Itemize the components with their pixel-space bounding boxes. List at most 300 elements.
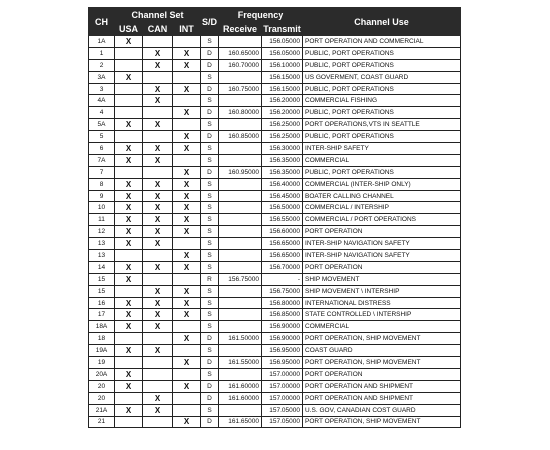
sd-cell: S: [201, 214, 219, 226]
usa-cell: [115, 166, 143, 178]
transmit-cell: 156.95000: [262, 357, 303, 369]
table-row: [89, 214, 461, 226]
sd-cell: D: [201, 59, 219, 71]
usa-cell: [115, 416, 143, 428]
table-row: [89, 380, 461, 392]
channel-cell: 5A: [89, 119, 115, 131]
channel-cell: 8: [89, 178, 115, 190]
transmit-cell: 156.70000: [262, 261, 303, 273]
table-row: [89, 345, 461, 357]
channel-use-cell: PORT OPERATION, SHIP MOVEMENT: [303, 357, 461, 369]
usa-cell: X: [115, 71, 143, 83]
can-cell: [143, 166, 173, 178]
transmit-cell: 156.65000: [262, 238, 303, 250]
sd-cell: D: [201, 392, 219, 404]
table-row: [89, 261, 461, 273]
can-cell: [143, 380, 173, 392]
table-row: [89, 166, 461, 178]
int-cell: X: [173, 357, 201, 369]
int-cell: [173, 404, 201, 416]
table-row: [89, 321, 461, 333]
channel-cell: 14: [89, 261, 115, 273]
can-cell: X: [143, 345, 173, 357]
table-row: [89, 190, 461, 202]
channel-use-cell: PORT OPERATIONS,VTS IN SEATTLE: [303, 119, 461, 131]
channel-use-cell: INTER-SHIP NAVIGATION SAFETY: [303, 238, 461, 250]
receive-cell: 161.50000: [219, 333, 262, 345]
int-cell: X: [173, 107, 201, 119]
can-cell: X: [143, 226, 173, 238]
sd-cell: S: [201, 190, 219, 202]
can-cell: X: [143, 178, 173, 190]
receive-cell: [219, 95, 262, 107]
can-cell: X: [143, 59, 173, 71]
sd-cell: D: [201, 333, 219, 345]
table-row: [89, 178, 461, 190]
receive-cell: 160.80000: [219, 107, 262, 119]
can-cell: X: [143, 119, 173, 131]
usa-cell: [115, 107, 143, 119]
sd-cell: D: [201, 380, 219, 392]
table-row: [89, 59, 461, 71]
channel-cell: 15: [89, 285, 115, 297]
table-row: [89, 226, 461, 238]
channel-table: [88, 7, 461, 428]
channel-cell: 20A: [89, 368, 115, 380]
channel-table-container: [88, 7, 460, 428]
int-cell: [173, 71, 201, 83]
channel-use-cell: PORT OPERATION: [303, 368, 461, 380]
usa-cell: X: [115, 238, 143, 250]
can-cell: [143, 71, 173, 83]
channel-cell: 2: [89, 59, 115, 71]
receive-cell: [219, 297, 262, 309]
channel-use-cell: SHIP MOVEMENT \ INTERSHIP: [303, 285, 461, 297]
channel-use-cell: BOATER CALLING CHANNEL: [303, 190, 461, 202]
channel-cell: 20: [89, 380, 115, 392]
receive-cell: [219, 309, 262, 321]
sd-cell: D: [201, 107, 219, 119]
usa-cell: [115, 333, 143, 345]
sd-cell: S: [201, 119, 219, 131]
usa-cell: X: [115, 36, 143, 48]
channel-use-cell: U.S. GOV, CANADIAN COST GUARD: [303, 404, 461, 416]
can-cell: X: [143, 285, 173, 297]
channel-use-cell: PORT OPERATION AND SHIPMENT: [303, 380, 461, 392]
receive-cell: [219, 71, 262, 83]
usa-cell: [115, 285, 143, 297]
channel-cell: 4A: [89, 95, 115, 107]
channel-cell: 4: [89, 107, 115, 119]
transmit-cell: 156.50000: [262, 202, 303, 214]
transmit-cell: 156.20000: [262, 107, 303, 119]
table-header: [89, 8, 461, 36]
transmit-cell: 156.35000: [262, 154, 303, 166]
usa-cell: X: [115, 154, 143, 166]
can-cell: X: [143, 214, 173, 226]
usa-cell: X: [115, 178, 143, 190]
sd-cell: S: [201, 250, 219, 262]
receive-cell: [219, 226, 262, 238]
transmit-cell: 156.90000: [262, 321, 303, 333]
transmit-cell: 156.15000: [262, 71, 303, 83]
transmit-cell: 157.00000: [262, 380, 303, 392]
transmit-cell: 156.55000: [262, 214, 303, 226]
usa-cell: X: [115, 297, 143, 309]
sd-cell: D: [201, 357, 219, 369]
transmit-cell: 156.25000: [262, 119, 303, 131]
transmit-cell: 156.30000: [262, 143, 303, 155]
receive-cell: [219, 119, 262, 131]
can-cell: [143, 107, 173, 119]
can-cell: X: [143, 404, 173, 416]
int-cell: X: [173, 83, 201, 95]
usa-cell: [115, 250, 143, 262]
usa-cell: [115, 357, 143, 369]
receive-cell: 160.70000: [219, 59, 262, 71]
usa-cell: X: [115, 119, 143, 131]
int-cell: X: [173, 166, 201, 178]
receive-cell: [219, 404, 262, 416]
int-cell: X: [173, 297, 201, 309]
transmit-cell: 156.65000: [262, 250, 303, 262]
channel-cell: 3: [89, 83, 115, 95]
int-cell: [173, 95, 201, 107]
sd-cell: D: [201, 166, 219, 178]
receive-cell: [219, 36, 262, 48]
header-ch: CH: [89, 8, 115, 36]
channel-use-cell: INTER-SHIP NAVIGATION SAFETY: [303, 250, 461, 262]
usa-cell: X: [115, 380, 143, 392]
int-cell: [173, 392, 201, 404]
sd-cell: D: [201, 416, 219, 428]
transmit-cell: 157.00000: [262, 392, 303, 404]
channel-use-cell: PORT OPERATION, SHIP MOVEMENT: [303, 416, 461, 428]
sd-cell: R: [201, 273, 219, 285]
table-row: [89, 154, 461, 166]
int-cell: X: [173, 226, 201, 238]
transmit-cell: 156.60000: [262, 226, 303, 238]
channel-cell: 18A: [89, 321, 115, 333]
sd-cell: S: [201, 178, 219, 190]
channel-use-cell: COMMERCIAL / PORT OPERATIONS: [303, 214, 461, 226]
sd-cell: S: [201, 95, 219, 107]
table-row: [89, 392, 461, 404]
table-row: [89, 250, 461, 262]
sd-cell: S: [201, 238, 219, 250]
int-cell: X: [173, 190, 201, 202]
channel-cell: 19: [89, 357, 115, 369]
receive-cell: 160.95000: [219, 166, 262, 178]
receive-cell: 160.65000: [219, 47, 262, 59]
int-cell: [173, 238, 201, 250]
int-cell: X: [173, 47, 201, 59]
header-usa: USA: [115, 22, 143, 36]
channel-use-cell: PUBLIC, PORT OPERATIONS: [303, 131, 461, 143]
usa-cell: [115, 131, 143, 143]
usa-cell: [115, 95, 143, 107]
channel-use-cell: COMMERCIAL / INTERSHIP: [303, 202, 461, 214]
receive-cell: 160.85000: [219, 131, 262, 143]
transmit-cell: 156.45000: [262, 190, 303, 202]
channel-use-cell: PORT OPERATION, SHIP MOVEMENT: [303, 333, 461, 345]
channel-cell: 9: [89, 190, 115, 202]
sd-cell: S: [201, 297, 219, 309]
receive-cell: [219, 214, 262, 226]
sd-cell: S: [201, 261, 219, 273]
receive-cell: [219, 202, 262, 214]
channel-cell: 16: [89, 297, 115, 309]
table-row: [89, 416, 461, 428]
table-row: [89, 368, 461, 380]
usa-cell: [115, 83, 143, 95]
channel-cell: 21A: [89, 404, 115, 416]
receive-cell: [219, 238, 262, 250]
int-cell: X: [173, 143, 201, 155]
table-row: [89, 47, 461, 59]
can-cell: X: [143, 238, 173, 250]
can-cell: X: [143, 321, 173, 333]
int-cell: X: [173, 178, 201, 190]
table-row: [89, 238, 461, 250]
usa-cell: X: [115, 202, 143, 214]
usa-cell: X: [115, 345, 143, 357]
receive-cell: 161.60000: [219, 392, 262, 404]
int-cell: X: [173, 202, 201, 214]
channel-cell: 11: [89, 214, 115, 226]
receive-cell: 161.60000: [219, 380, 262, 392]
channel-cell: 18: [89, 333, 115, 345]
int-cell: X: [173, 250, 201, 262]
transmit-cell: 156.20000: [262, 95, 303, 107]
table-row: [89, 285, 461, 297]
channel-cell: 1: [89, 47, 115, 59]
channel-use-cell: STATE CONTROLLED \ INTERSHIP: [303, 309, 461, 321]
channel-use-cell: PORT OPERATION AND COMMERCIAL: [303, 36, 461, 48]
int-cell: X: [173, 309, 201, 321]
table-row: [89, 333, 461, 345]
can-cell: [143, 273, 173, 285]
channel-use-cell: PORT OPERATION: [303, 226, 461, 238]
header-frequency: Frequency: [219, 8, 303, 22]
receive-cell: [219, 178, 262, 190]
table-row: [89, 309, 461, 321]
transmit-cell: -: [262, 273, 303, 285]
int-cell: [173, 36, 201, 48]
transmit-cell: 156.90000: [262, 333, 303, 345]
sd-cell: D: [201, 83, 219, 95]
transmit-cell: 157.00000: [262, 368, 303, 380]
sd-cell: S: [201, 202, 219, 214]
table-row: [89, 297, 461, 309]
receive-cell: [219, 154, 262, 166]
can-cell: [143, 368, 173, 380]
header-transmit: Transmit: [263, 23, 301, 34]
can-cell: [143, 250, 173, 262]
channel-use-cell: PORT OPERATION AND SHIPMENT: [303, 392, 461, 404]
header-can: CAN: [143, 22, 173, 36]
can-cell: X: [143, 47, 173, 59]
channel-cell: 5: [89, 131, 115, 143]
can-cell: [143, 333, 173, 345]
channel-use-cell: COMMERCIAL: [303, 321, 461, 333]
channel-cell: 17: [89, 309, 115, 321]
can-cell: [143, 36, 173, 48]
channel-cell: 7: [89, 166, 115, 178]
can-cell: [143, 357, 173, 369]
channel-use-cell: PUBLIC, PORT OPERATIONS: [303, 83, 461, 95]
can-cell: [143, 416, 173, 428]
usa-cell: X: [115, 273, 143, 285]
transmit-cell: 156.85000: [262, 309, 303, 321]
usa-cell: X: [115, 321, 143, 333]
table-row: [89, 36, 461, 48]
can-cell: X: [143, 202, 173, 214]
table-row: [89, 202, 461, 214]
can-cell: X: [143, 392, 173, 404]
can-cell: X: [143, 190, 173, 202]
receive-cell: [219, 345, 262, 357]
receive-cell: [219, 285, 262, 297]
usa-cell: X: [115, 143, 143, 155]
sd-cell: D: [201, 47, 219, 59]
sd-cell: S: [201, 285, 219, 297]
int-cell: X: [173, 285, 201, 297]
int-cell: X: [173, 59, 201, 71]
can-cell: [143, 131, 173, 143]
channel-cell: 13: [89, 250, 115, 262]
int-cell: X: [173, 416, 201, 428]
usa-cell: X: [115, 404, 143, 416]
can-cell: X: [143, 309, 173, 321]
can-cell: X: [143, 261, 173, 273]
transmit-cell: 156.75000: [262, 285, 303, 297]
transmit-cell: 156.40000: [262, 178, 303, 190]
table-row: [89, 95, 461, 107]
channel-use-cell: COMMERCIAL: [303, 154, 461, 166]
channel-use-cell: INTER-SHIP SAFETY: [303, 143, 461, 155]
table-body: [89, 36, 461, 428]
transmit-cell: 156.95000: [262, 345, 303, 357]
table-row: [89, 404, 461, 416]
sd-cell: S: [201, 404, 219, 416]
header-channel-set: Channel Set: [115, 8, 201, 22]
receive-cell: [219, 250, 262, 262]
int-cell: X: [173, 261, 201, 273]
sd-cell: D: [201, 131, 219, 143]
sd-cell: S: [201, 345, 219, 357]
receive-cell: 161.55000: [219, 357, 262, 369]
int-cell: X: [173, 214, 201, 226]
can-cell: X: [143, 297, 173, 309]
channel-cell: 15: [89, 273, 115, 285]
usa-cell: X: [115, 261, 143, 273]
channel-use-cell: PUBLIC, PORT OPERATIONS: [303, 166, 461, 178]
can-cell: X: [143, 83, 173, 95]
transmit-cell: 156.35000: [262, 166, 303, 178]
sd-cell: S: [201, 36, 219, 48]
receive-cell: 156.75000: [219, 273, 262, 285]
channel-cell: 1A: [89, 36, 115, 48]
sd-cell: S: [201, 309, 219, 321]
channel-use-cell: COAST GUARD: [303, 345, 461, 357]
usa-cell: X: [115, 368, 143, 380]
channel-use-cell: PUBLIC, PORT OPERATIONS: [303, 59, 461, 71]
can-cell: X: [143, 143, 173, 155]
channel-cell: 20: [89, 392, 115, 404]
transmit-cell: 156.05000: [262, 47, 303, 59]
int-cell: X: [173, 333, 201, 345]
channel-use-cell: US GOVERMENT, COAST GUARD: [303, 71, 461, 83]
transmit-cell: 156.15000: [262, 83, 303, 95]
channel-cell: 10: [89, 202, 115, 214]
int-cell: [173, 119, 201, 131]
channel-use-cell: INTERNATIONAL DISTRESS: [303, 297, 461, 309]
int-cell: X: [173, 380, 201, 392]
table-row: [89, 107, 461, 119]
receive-cell: 160.75000: [219, 83, 262, 95]
channel-cell: 19A: [89, 345, 115, 357]
receive-cell: [219, 368, 262, 380]
channel-cell: 21: [89, 416, 115, 428]
channel-use-cell: COMMERCIAL FISHING: [303, 95, 461, 107]
header-channel-use: Channel Use: [303, 8, 461, 36]
transmit-cell: 157.05000: [262, 416, 303, 428]
header-receive: Receive: [219, 22, 262, 36]
table-row: [89, 71, 461, 83]
int-cell: X: [173, 131, 201, 143]
table-row: [89, 131, 461, 143]
can-cell: X: [143, 154, 173, 166]
usa-cell: [115, 392, 143, 404]
sd-cell: S: [201, 154, 219, 166]
header-int: INT: [173, 22, 201, 36]
sd-cell: S: [201, 226, 219, 238]
receive-cell: 161.65000: [219, 416, 262, 428]
table-row: [89, 143, 461, 155]
int-cell: [173, 345, 201, 357]
usa-cell: [115, 47, 143, 59]
transmit-cell: 156.25000: [262, 131, 303, 143]
receive-cell: [219, 190, 262, 202]
sd-cell: S: [201, 321, 219, 333]
receive-cell: [219, 143, 262, 155]
receive-cell: [219, 261, 262, 273]
transmit-cell: 156.05000: [262, 36, 303, 48]
table-row: [89, 83, 461, 95]
receive-cell: [219, 321, 262, 333]
transmit-cell: 156.10000: [262, 59, 303, 71]
transmit-cell: 156.80000: [262, 297, 303, 309]
channel-cell: 3A: [89, 71, 115, 83]
usa-cell: X: [115, 226, 143, 238]
channel-use-cell: PORT OPERATION: [303, 261, 461, 273]
sd-cell: S: [201, 143, 219, 155]
int-cell: [173, 368, 201, 380]
channel-cell: 13: [89, 238, 115, 250]
int-cell: [173, 273, 201, 285]
channel-use-cell: SHIP MOVEMENT: [303, 273, 461, 285]
usa-cell: [115, 59, 143, 71]
table-row: [89, 357, 461, 369]
usa-cell: X: [115, 309, 143, 321]
int-cell: [173, 321, 201, 333]
channel-use-cell: COMMERCIAL (INTER-SHIP ONLY): [303, 178, 461, 190]
channel-use-cell: PUBLIC, PORT OPERATIONS: [303, 107, 461, 119]
table-row: [89, 273, 461, 285]
transmit-cell: 157.05000: [262, 404, 303, 416]
table-row: [89, 119, 461, 131]
